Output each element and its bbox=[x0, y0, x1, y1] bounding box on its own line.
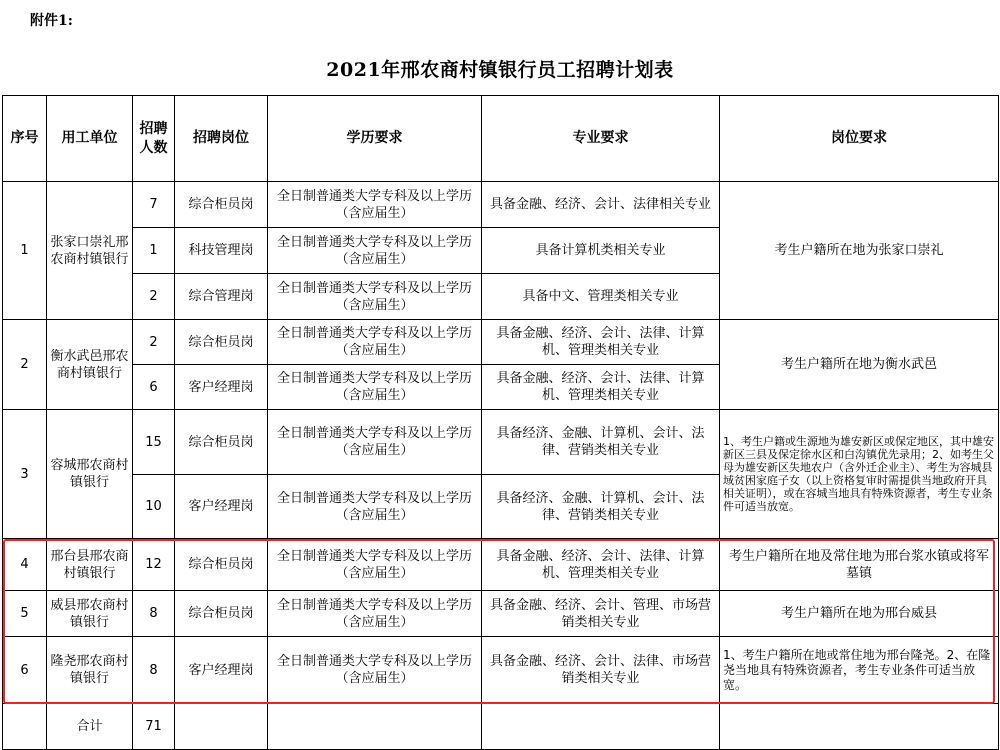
total-count: 71 bbox=[133, 704, 175, 750]
position-cell: 综合柜员岗 bbox=[175, 320, 268, 365]
education-cell: 全日制普通类大学专科及以上学历（含应届生） bbox=[268, 475, 482, 539]
education-cell: 全日制普通类大学专科及以上学历（含应届生） bbox=[268, 637, 482, 704]
seq-cell: 6 bbox=[3, 637, 47, 704]
table-row bbox=[3, 320, 999, 365]
position-cell: 综合柜员岗 bbox=[175, 539, 268, 591]
requirement-cell: 1、考生户籍或生源地为雄安新区或保定地区，其中雄安新区三县及保定徐水区和白沟镇优先录用；2、如考生父母为雄安新区失地农户（含外迁企业主）、考生为容城县域贫困家庭子女（以上资格复审时需提供当地政府开具相关证明），或在容城当地具有特殊资源者，考生专业条件可适当放宽。 bbox=[720, 410, 999, 539]
table-row bbox=[3, 539, 999, 591]
count-cell: 7 bbox=[133, 182, 175, 228]
count-cell: 1 bbox=[133, 228, 175, 274]
attachment-label: 附件1: bbox=[30, 13, 73, 29]
seq-cell: 2 bbox=[3, 320, 47, 410]
major-cell: 具备经济、金融、计算机、会计、法律、营销类相关专业 bbox=[482, 475, 720, 539]
col-major: 专业要求 bbox=[482, 96, 720, 182]
education-cell: 全日制普通类大学专科及以上学历（含应届生） bbox=[268, 365, 482, 410]
education-cell: 全日制普通类大学专科及以上学历（含应届生） bbox=[268, 320, 482, 365]
education-cell: 全日制普通类大学专科及以上学历（含应届生） bbox=[268, 410, 482, 475]
unit-cell: 容城邢农商村镇银行 bbox=[47, 410, 133, 539]
count-cell: 2 bbox=[133, 320, 175, 365]
requirement-cell: 1、考生户籍所在地或常住地为邢台隆尧。2、在隆尧当地具有特殊资源者，考生专业条件可适当放宽。 bbox=[720, 637, 999, 704]
col-education: 学历要求 bbox=[268, 96, 482, 182]
col-seq: 序号 bbox=[3, 96, 47, 182]
page-title: 2021年邢农商村镇银行员工招聘计划表 bbox=[326, 59, 674, 81]
education-cell: 全日制普通类大学专科及以上学历（含应届生） bbox=[268, 591, 482, 637]
unit-cell: 隆尧邢农商村镇银行 bbox=[47, 637, 133, 704]
requirement-cell: 考生户籍所在地为张家口崇礼 bbox=[720, 182, 999, 320]
position-cell: 客户经理岗 bbox=[175, 365, 268, 410]
count-cell: 15 bbox=[133, 410, 175, 475]
major-cell: 具备金融、经济、会计、法律、计算机、管理类相关专业 bbox=[482, 365, 720, 410]
recruitment-plan-table bbox=[2, 95, 999, 750]
count-cell: 10 bbox=[133, 475, 175, 539]
position-cell: 科技管理岗 bbox=[175, 228, 268, 274]
position-cell: 综合柜员岗 bbox=[175, 182, 268, 228]
requirement-cell: 考生户籍所在地为邢台威县 bbox=[720, 591, 999, 637]
major-cell: 具备金融、经济、会计、法律、市场营销类相关专业 bbox=[482, 637, 720, 704]
position-cell: 客户经理岗 bbox=[175, 637, 268, 704]
table-row bbox=[3, 637, 999, 704]
major-cell: 具备金融、经济、会计、管理、市场营销类相关专业 bbox=[482, 591, 720, 637]
col-requirement: 岗位要求 bbox=[720, 96, 999, 182]
count-cell: 2 bbox=[133, 274, 175, 320]
count-cell: 12 bbox=[133, 539, 175, 591]
major-cell: 具备经济、金融、计算机、会计、法律、营销类相关专业 bbox=[482, 410, 720, 475]
empty-cell bbox=[175, 704, 268, 750]
position-cell: 客户经理岗 bbox=[175, 475, 268, 539]
table-row bbox=[3, 410, 999, 475]
education-cell: 全日制普通类大学专科及以上学历（含应届生） bbox=[268, 274, 482, 320]
major-cell: 具备中文、管理类相关专业 bbox=[482, 274, 720, 320]
unit-cell: 威县邢农商村镇银行 bbox=[47, 591, 133, 637]
empty-cell bbox=[268, 704, 482, 750]
requirement-cell: 考生户籍所在地及常住地为邢台浆水镇或将军墓镇 bbox=[720, 539, 999, 591]
unit-cell: 衡水武邑邢农商村镇银行 bbox=[47, 320, 133, 410]
unit-cell: 邢台县邢农商村镇银行 bbox=[47, 539, 133, 591]
seq-cell: 5 bbox=[3, 591, 47, 637]
count-cell: 8 bbox=[133, 591, 175, 637]
major-cell: 具备金融、经济、会计、法律、计算机、管理类相关专业 bbox=[482, 539, 720, 591]
position-cell: 综合管理岗 bbox=[175, 274, 268, 320]
empty-cell bbox=[720, 704, 999, 750]
seq-cell: 4 bbox=[3, 539, 47, 591]
total-label: 合计 bbox=[47, 704, 133, 750]
education-cell: 全日制普通类大学专科及以上学历（含应届生） bbox=[268, 182, 482, 228]
empty-cell bbox=[482, 704, 720, 750]
col-count: 招聘人数 bbox=[133, 96, 175, 182]
count-cell: 8 bbox=[133, 637, 175, 704]
count-cell: 6 bbox=[133, 365, 175, 410]
seq-cell: 3 bbox=[3, 410, 47, 539]
major-cell: 具备计算机类相关专业 bbox=[482, 228, 720, 274]
table-header-row bbox=[3, 96, 999, 182]
education-cell: 全日制普通类大学专科及以上学历（含应届生） bbox=[268, 539, 482, 591]
table-row bbox=[3, 591, 999, 637]
major-cell: 具备金融、经济、会计、法律相关专业 bbox=[482, 182, 720, 228]
total-seq-cell bbox=[3, 704, 47, 750]
education-cell: 全日制普通类大学专科及以上学历（含应届生） bbox=[268, 228, 482, 274]
col-position: 招聘岗位 bbox=[175, 96, 268, 182]
col-unit: 用工单位 bbox=[47, 96, 133, 182]
position-cell: 综合柜员岗 bbox=[175, 591, 268, 637]
unit-cell: 张家口崇礼邢农商村镇银行 bbox=[47, 182, 133, 320]
seq-cell: 1 bbox=[3, 182, 47, 320]
major-cell: 具备金融、经济、会计、法律、计算机、管理类相关专业 bbox=[482, 320, 720, 365]
table-row bbox=[3, 182, 999, 228]
requirement-cell: 考生户籍所在地为衡水武邑 bbox=[720, 320, 999, 410]
total-row bbox=[3, 704, 999, 750]
position-cell: 综合柜员岗 bbox=[175, 410, 268, 475]
